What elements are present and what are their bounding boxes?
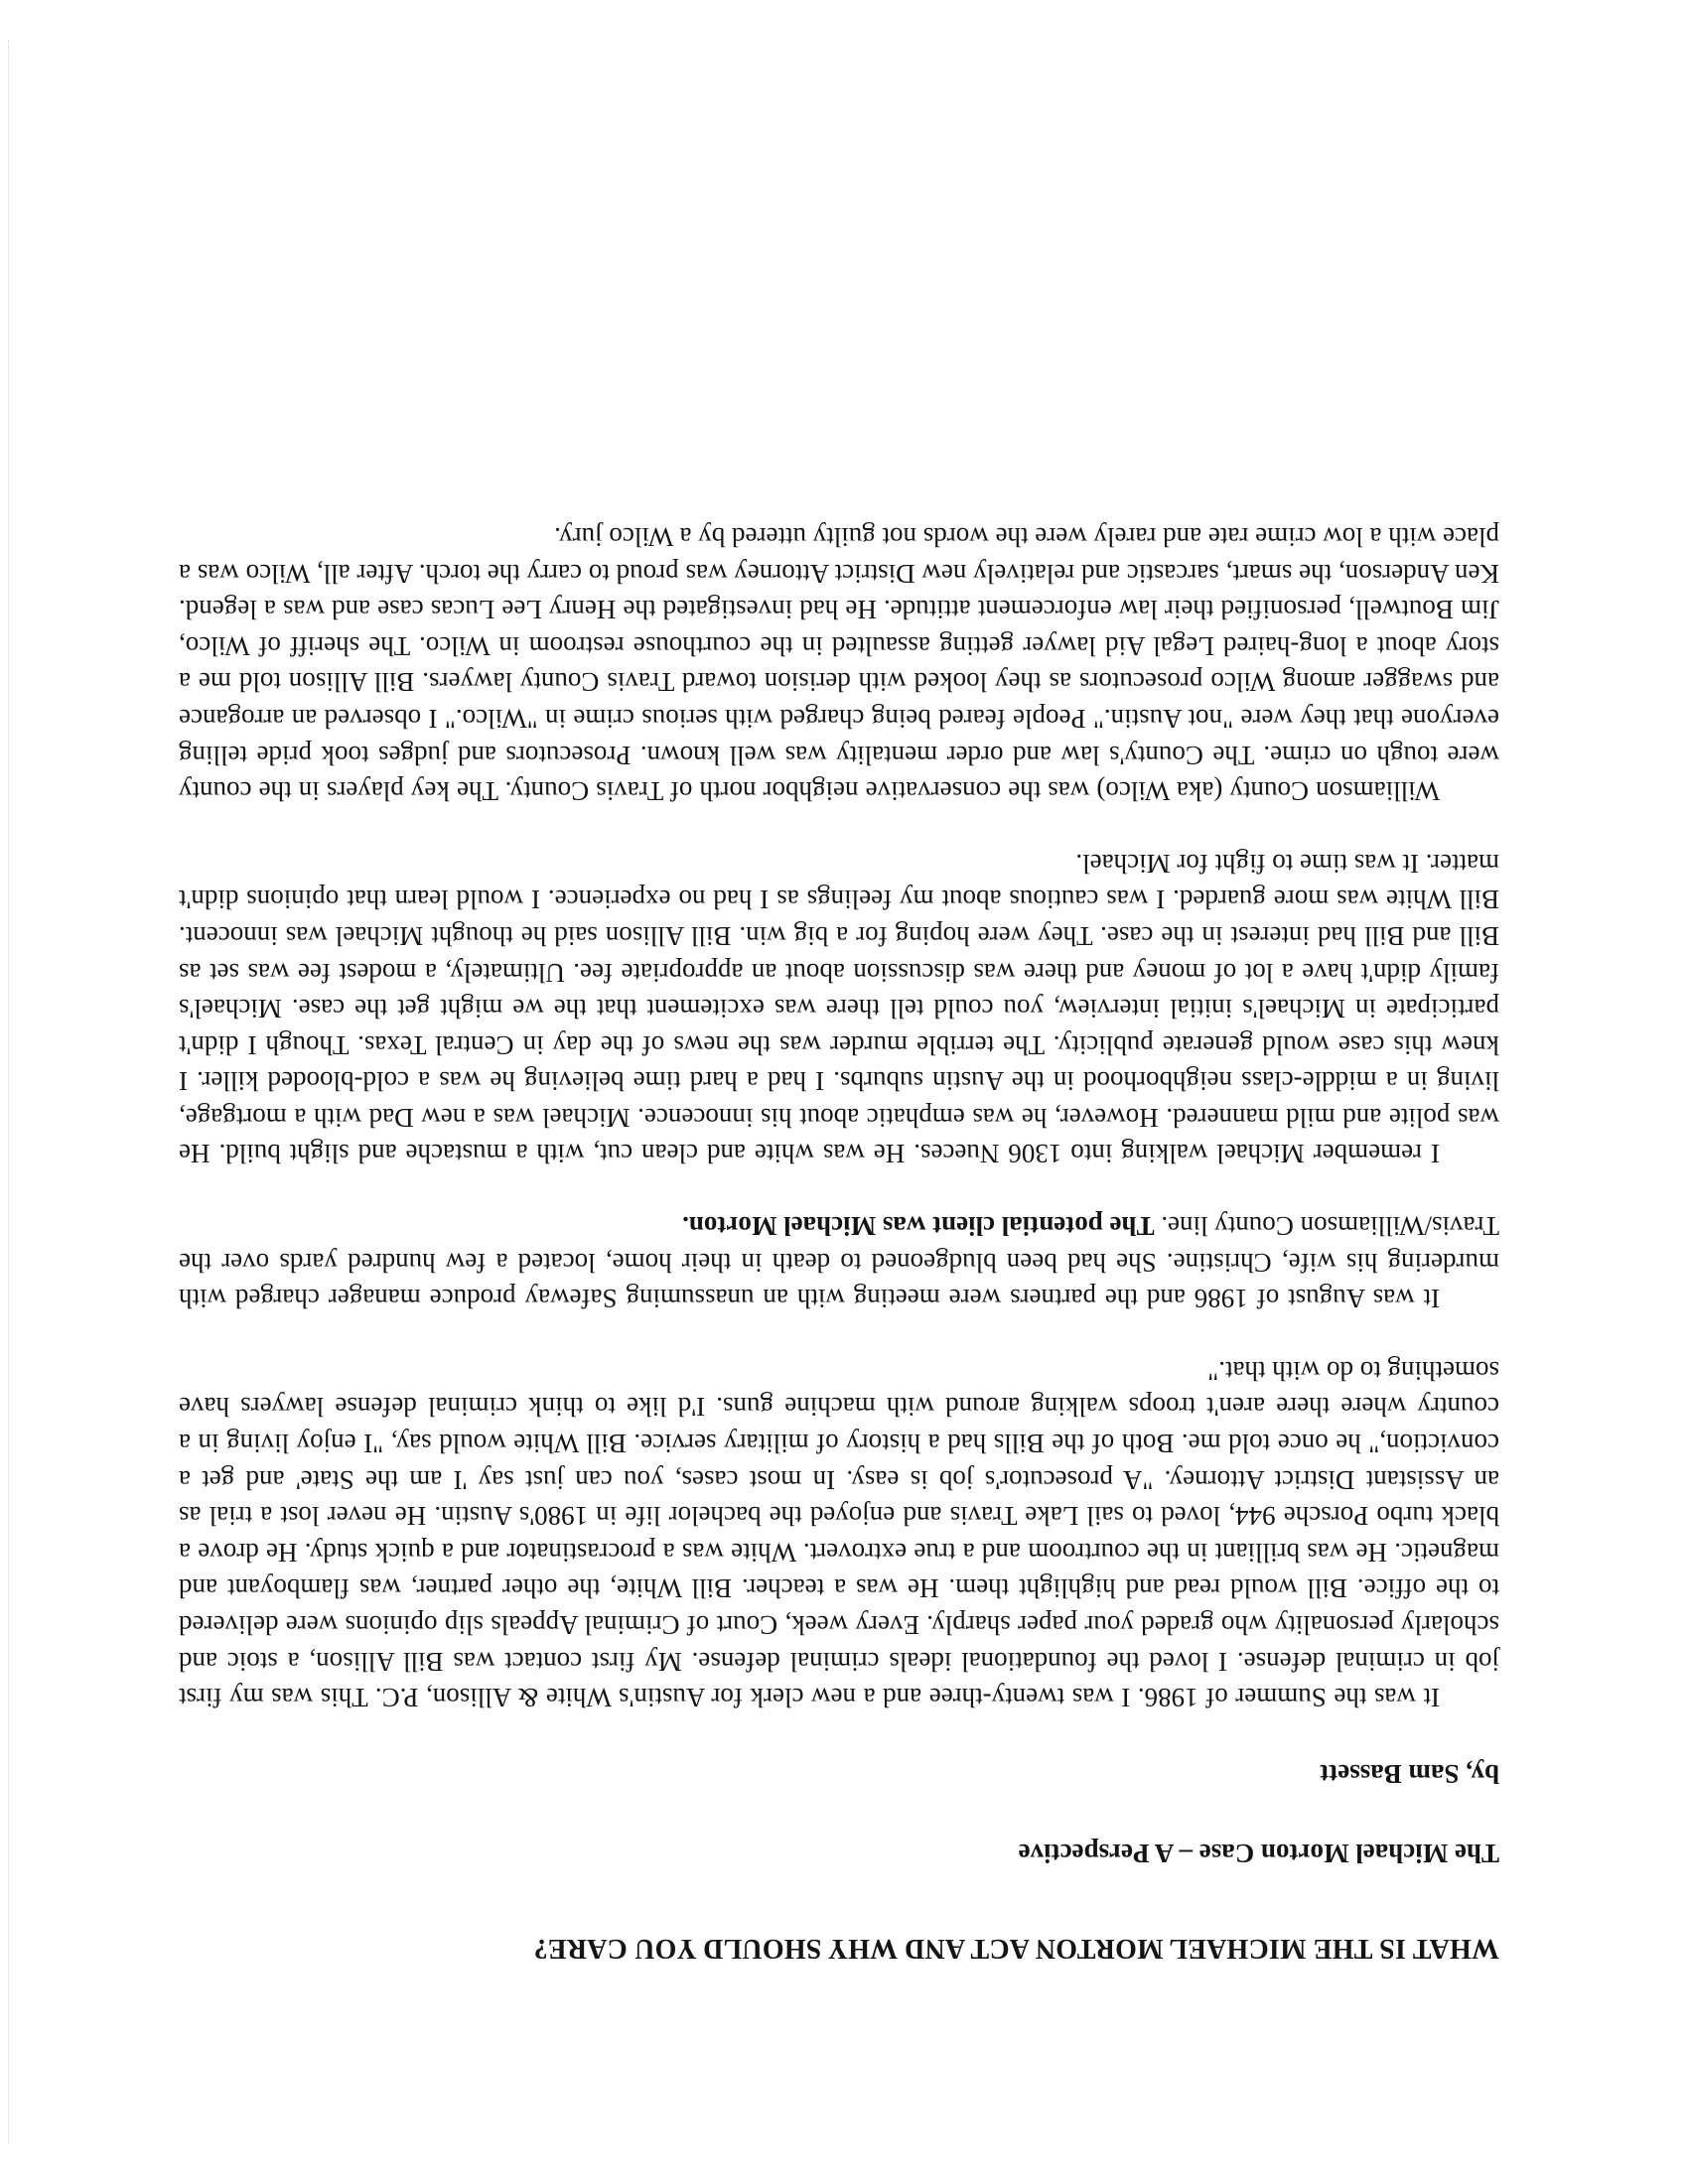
paragraph-august-1986-text: It was August of 1986 and the partners were meeting with an unassuming Safeway produce manager charged with murdering his wife, Christine. She had been bludgeoned to death in their home, located a few hundred yards over the Travis/Williamson County line. (179, 1211, 1499, 1314)
document-byline: by, Sam Bassett (1320, 1758, 1499, 1789)
paragraph-michael-walking-in: I remember Michael walking into 1306 Nueces. He was white and clean cut, with a mustache and slight build. He was polite and mild mannered. However, he was emphatic about his innocence. Michael was a new Dad with a mortgage, living in a middle-class neighborhood in the Austin suburbs. I had a hard time believing he was a cold-blooded killer. I knew this case would generate publicity. The terrible murder was the news of the day in Central Texas. Though I didn't participate in Michael's initial interview, you could tell there was excitement that the we might get the case. Michael's family didn't have a lot of money and there was discussion about an appropriate fee. Ultimately, a modest fee was set as Bill and Bill had interest in the case. They were hoping for a big win. Bill Allison said he thought Michael was innocent. Bill White was more guarded. I was cautious about my feelings as I had no experience. I would learn that opinions didn't matter. It was time to fight for Michael. (179, 848, 1499, 1169)
paragraph-august-1986 (179, 1208, 1499, 1317)
document-title: WHAT IS THE MICHAEL MORTON ACT AND WHY SHOULD YOU CARE? (533, 1933, 1499, 1964)
paragraph-summer-1986: It was the Summer of 1986. I was twenty-three and a new clerk for Austin's White & Allison, P.C. This was my first job in criminal defense. I loved the foundational ideals criminal defense. My first contact was Bill Allison, a stoic and scholarly personality who graded your paper sharply. Every week, Court of Criminal Appeals slip opinions were delivered to the office. Bill would read and highlight them. He was a teacher. Bill White, the other partner, was flamboyant and magnetic. He was brilliant in the courtroom and a true extrovert. White was a procrastinator and a quick study. He drove a black turbo Porsche 944, loved to sail Lake Travis and enjoyed the bachelor life in 1980's Austin. He never lost a trial as an Assistant District Attorney. "A prosecutor's job is easy. In most cases, you can just say 'I am the State' and get a conviction," he once told me. Both of the Bills had a history of military service. Bill White would say, "I enjoy living in a country where there aren't troops walking around with machine guns. I'd like to think criminal defense lawyers have something to do with that." (179, 1355, 1499, 1713)
document-subtitle: The Michael Morton Case – A Perspective (1018, 1839, 1499, 1869)
potential-client-statement: The potential client was Michael Morton. (682, 1211, 1155, 1242)
paragraph-williamson-county: Williamson County (aka Wilco) was the conservative neighbor north of Travis County. The key players in the county were tough on crime. The County's law and order mentality was well known. Prosecutors and judges took pride telling everyone that they were "not Austin." People feared being charged with serious crime in "Wilco." I observed an arrogance and swagger among Wilco prosecutors as they looked with derision toward Travis County lawyers. Bill Allison told me a story about a long-haired Legal Aid lawyer getting assaulted in the courthouse restroom in Wilco. The sheriff of Wilco, Jim Boutwell, personified their law enforcement attitude. He had investigated the Henry Lee Lucas case and was a legend. Ken Anderson, the smart, sarcastic and relatively new District Attorney was proud to carry the torch. After all, Wilco was a place with a low crime rate and rarely were the words not guilty uttered by a Wilco jury. (179, 522, 1499, 807)
document-body (179, 482, 1499, 1966)
